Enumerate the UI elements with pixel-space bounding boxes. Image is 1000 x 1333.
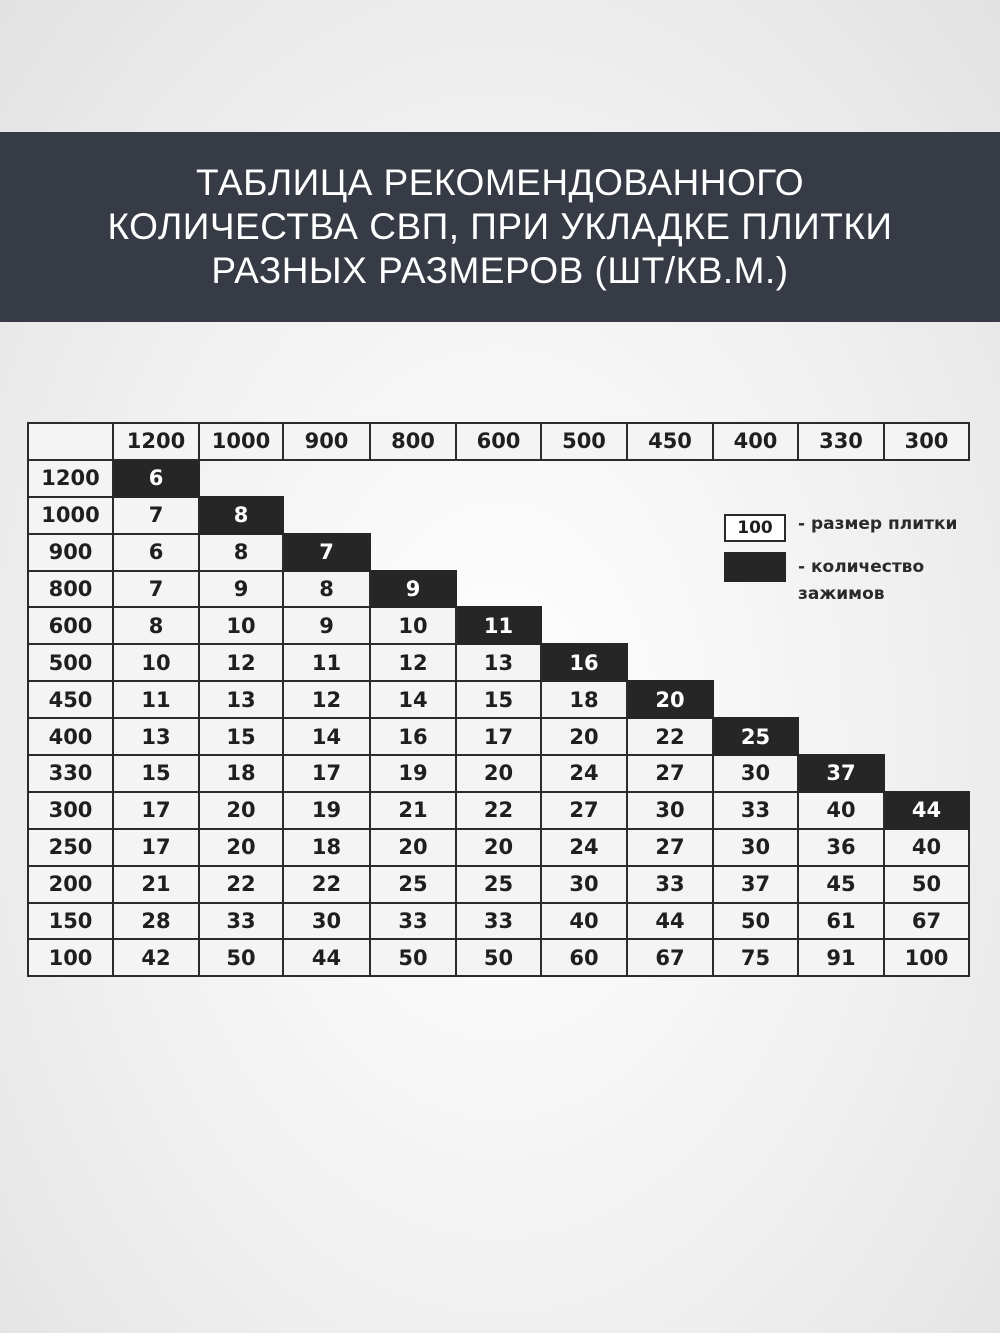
row-header-600: 600 [28,607,113,644]
corner-cell [28,423,113,460]
title-line-3: РАЗНЫХ РАЗМЕРОВ (ШТ/КВ.М.) [211,250,789,291]
table-row [28,644,969,681]
diagonal-cell: 7 [283,534,370,571]
title-line-2: КОЛИЧЕСТВА СВП, ПРИ УКЛАДКЕ ПЛИТКИ [107,206,893,247]
value-cell: 7 [113,571,199,608]
value-cell: 30 [627,792,713,829]
value-cell: 37 [713,866,798,903]
value-cell: 15 [456,681,541,718]
row-header-900: 900 [28,534,113,571]
value-cell: 30 [283,903,370,940]
empty-cell [456,534,541,571]
value-cell: 12 [199,644,283,681]
value-cell: 33 [627,866,713,903]
legend-count-swatch [724,552,786,582]
column-header-1200: 1200 [113,423,199,460]
value-cell: 24 [541,829,627,866]
value-cell: 27 [627,829,713,866]
value-cell: 10 [113,644,199,681]
value-cell: 36 [798,829,884,866]
empty-cell [627,460,713,497]
empty-cell [884,644,969,681]
value-cell: 61 [798,903,884,940]
value-cell: 19 [283,792,370,829]
empty-cell [798,718,884,755]
column-header-450: 450 [627,423,713,460]
diagonal-cell: 37 [798,755,884,792]
value-cell: 33 [199,903,283,940]
value-cell: 20 [456,755,541,792]
empty-cell [713,607,798,644]
empty-cell [370,497,456,534]
legend-size-label: - размер плитки [798,514,958,534]
value-cell: 13 [113,718,199,755]
diagonal-cell: 44 [884,792,969,829]
value-cell: 50 [370,939,456,976]
empty-cell [713,460,798,497]
row-header-500: 500 [28,644,113,681]
diagonal-cell: 9 [370,571,456,608]
column-header-300: 300 [884,423,969,460]
empty-cell [627,607,713,644]
diagonal-cell: 20 [627,681,713,718]
table-row [28,681,969,718]
empty-cell [541,571,627,608]
value-cell: 22 [283,866,370,903]
empty-cell [798,460,884,497]
table-row [28,903,969,940]
value-cell: 17 [283,755,370,792]
value-cell: 15 [199,718,283,755]
value-cell: 25 [370,866,456,903]
value-cell: 19 [370,755,456,792]
empty-cell [798,607,884,644]
value-cell: 21 [113,866,199,903]
empty-cell [370,460,456,497]
column-header-900: 900 [283,423,370,460]
value-cell: 67 [627,939,713,976]
value-cell: 10 [199,607,283,644]
column-header-800: 800 [370,423,456,460]
value-cell: 12 [370,644,456,681]
table-row [28,607,969,644]
value-cell: 18 [283,829,370,866]
header-row [28,423,969,460]
value-cell: 12 [283,681,370,718]
value-cell: 33 [456,903,541,940]
table-row [28,829,969,866]
diagonal-cell: 8 [199,497,283,534]
legend-size-swatch: 100 [724,514,786,542]
value-cell: 44 [283,939,370,976]
value-cell: 50 [884,866,969,903]
row-header-400: 400 [28,718,113,755]
row-header-330: 330 [28,755,113,792]
column-header-1000: 1000 [199,423,283,460]
table-row [28,460,969,497]
empty-cell [627,534,713,571]
value-cell: 22 [456,792,541,829]
row-header-150: 150 [28,903,113,940]
empty-cell [541,534,627,571]
empty-cell [884,718,969,755]
empty-cell [456,497,541,534]
value-cell: 17 [113,829,199,866]
value-cell: 6 [113,534,199,571]
value-cell: 33 [713,792,798,829]
value-cell: 24 [541,755,627,792]
value-cell: 50 [456,939,541,976]
value-cell: 25 [456,866,541,903]
value-cell: 9 [283,607,370,644]
column-header-400: 400 [713,423,798,460]
legend-count-label: - количество зажимов [798,557,925,604]
value-cell: 10 [370,607,456,644]
clip-count-table [27,422,970,977]
value-cell: 30 [541,866,627,903]
empty-cell [283,460,370,497]
value-cell: 33 [370,903,456,940]
value-cell: 30 [713,829,798,866]
value-cell: 28 [113,903,199,940]
value-cell: 42 [113,939,199,976]
value-cell: 15 [113,755,199,792]
value-cell: 20 [456,829,541,866]
value-cell: 50 [713,903,798,940]
title-line-1: ТАБЛИЦА РЕКОМЕНДОВАННОГО [196,162,804,203]
empty-cell [541,497,627,534]
value-cell: 11 [113,681,199,718]
table-row [28,866,969,903]
value-cell: 20 [370,829,456,866]
diagonal-cell: 11 [456,607,541,644]
value-cell: 91 [798,939,884,976]
value-cell: 67 [884,903,969,940]
value-cell: 18 [541,681,627,718]
empty-cell [370,534,456,571]
value-cell: 100 [884,939,969,976]
empty-cell [713,644,798,681]
empty-cell [713,681,798,718]
row-header-100: 100 [28,939,113,976]
value-cell: 22 [627,718,713,755]
value-cell: 17 [113,792,199,829]
value-cell: 40 [541,903,627,940]
value-cell: 27 [627,755,713,792]
value-cell: 45 [798,866,884,903]
empty-cell [884,460,969,497]
empty-cell [884,607,969,644]
value-cell: 21 [370,792,456,829]
value-cell: 9 [199,571,283,608]
row-header-300: 300 [28,792,113,829]
value-cell: 22 [199,866,283,903]
empty-cell [541,607,627,644]
table-row [28,718,969,755]
empty-cell [884,681,969,718]
value-cell: 8 [199,534,283,571]
value-cell: 8 [113,607,199,644]
value-cell: 20 [541,718,627,755]
empty-cell [798,644,884,681]
table-row [28,939,969,976]
empty-cell [798,681,884,718]
row-header-250: 250 [28,829,113,866]
value-cell: 7 [113,497,199,534]
value-cell: 17 [456,718,541,755]
empty-cell [283,497,370,534]
row-header-1200: 1200 [28,460,113,497]
empty-cell [199,460,283,497]
value-cell: 14 [283,718,370,755]
empty-cell [627,644,713,681]
value-cell: 40 [798,792,884,829]
value-cell: 20 [199,829,283,866]
value-cell: 30 [713,755,798,792]
diagonal-cell: 25 [713,718,798,755]
diagonal-cell: 6 [113,460,199,497]
row-header-200: 200 [28,866,113,903]
title-banner [0,132,1000,322]
value-cell: 8 [283,571,370,608]
value-cell: 13 [456,644,541,681]
column-header-500: 500 [541,423,627,460]
column-header-330: 330 [798,423,884,460]
row-header-1000: 1000 [28,497,113,534]
value-cell: 27 [541,792,627,829]
diagonal-cell: 16 [541,644,627,681]
value-cell: 16 [370,718,456,755]
empty-cell [541,460,627,497]
empty-cell [627,497,713,534]
empty-cell [884,755,969,792]
value-cell: 75 [713,939,798,976]
value-cell: 60 [541,939,627,976]
value-cell: 14 [370,681,456,718]
empty-cell [456,571,541,608]
table-row [28,792,969,829]
value-cell: 50 [199,939,283,976]
value-cell: 13 [199,681,283,718]
column-header-600: 600 [456,423,541,460]
value-cell: 20 [199,792,283,829]
value-cell: 44 [627,903,713,940]
empty-cell [456,460,541,497]
table-row [28,755,969,792]
legend [724,510,984,610]
value-cell: 11 [283,644,370,681]
empty-cell [627,571,713,608]
row-header-450: 450 [28,681,113,718]
value-cell: 18 [199,755,283,792]
row-header-800: 800 [28,571,113,608]
value-cell: 40 [884,829,969,866]
